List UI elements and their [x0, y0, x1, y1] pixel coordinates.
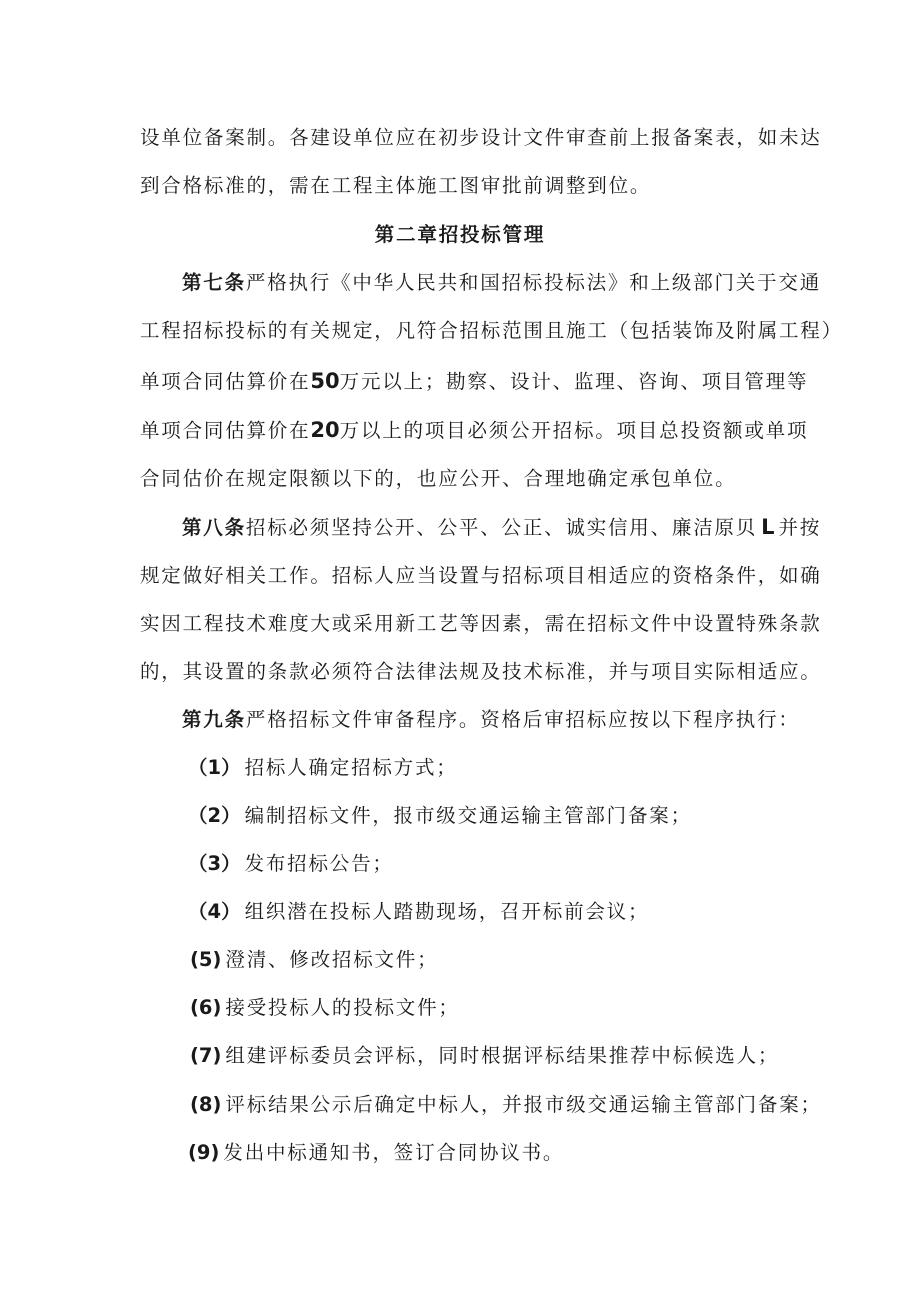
step-text: 发布招标公告； — [244, 852, 394, 875]
article-7-line — [140, 417, 809, 444]
article-9-text: 严格招标文件审备程序。资格后审招标应按以下程序执行： — [245, 708, 800, 731]
article-8-text: 招标必须坚持公开、公平、公正、诚实信用、廉洁原贝 — [245, 516, 758, 539]
article-7-line — [140, 368, 809, 395]
article-8-line: 的，其设置的条款必须符合法律法规及技术标准，并与项目实际相适应。 — [140, 660, 822, 683]
amount-number: 20 — [310, 418, 340, 442]
step-number: （3） — [188, 852, 241, 875]
article-7-label: 第七条 — [182, 271, 246, 294]
step-text: 组织潜在投标人踏勘现场，召开标前会议； — [244, 900, 650, 923]
paragraph-line: 设单位备案制。各建设单位应在初步设计文件审查前上报备案表，如未达 — [140, 126, 822, 149]
article-7-line — [182, 270, 832, 296]
article-7-text: 万元以上；勘察、设计、监理、咨询、项目管理等 — [339, 370, 809, 393]
amount-number: 50 — [310, 369, 340, 393]
step-item — [188, 755, 458, 781]
step-number: (9) — [188, 1141, 220, 1164]
step-item — [190, 1092, 822, 1118]
article-9-line — [182, 707, 832, 733]
step-text: 澄清、修改招标文件； — [225, 948, 439, 971]
step-text: 编制招标文件，报市级交通运输主管部门备案； — [244, 804, 692, 827]
step-text: 招标人确定招标方式； — [244, 756, 458, 779]
article-8-line — [182, 514, 832, 541]
article-8-label: 第八条 — [182, 516, 246, 539]
article-7-text: 严格执行《中华人民共和国招标投标法》和上级部门关于交通 — [245, 271, 822, 294]
step-item — [188, 1140, 564, 1166]
step-item — [190, 995, 460, 1021]
article-9-label: 第九条 — [182, 708, 246, 731]
step-item — [188, 803, 692, 829]
step-text: 接受投标人的投标文件； — [225, 996, 460, 1019]
step-item — [188, 899, 649, 925]
step-text: 组建评标委员会评标，同时根据评标结果推荐中标候选人； — [225, 1044, 780, 1067]
article-7-text: 万以上的项目必须公开招标。项目总投资额或单项 — [339, 419, 809, 442]
article-7-text: 单项合同估算价在 — [140, 370, 311, 393]
step-text: 发出中标通知书，签订合同协议书。 — [223, 1141, 565, 1164]
step-number: (6) — [190, 996, 222, 1019]
paragraph-line: 到合格标准的，需在工程主体施工图审批前调整到位。 — [140, 174, 652, 197]
step-item — [188, 851, 394, 877]
article-7-line: 工程招标投标的有关规定，凡符合招标范围且施工（包括装饰及附属工程） — [140, 319, 843, 342]
step-number: （4） — [188, 900, 241, 923]
article-8-line: 实因工程技术难度大或采用新工艺等因素，需在招标文件中设置特殊条款 — [140, 612, 822, 635]
step-item — [190, 1043, 779, 1069]
step-item — [190, 947, 438, 973]
step-number: （2） — [188, 804, 241, 827]
article-8-text: 并按 — [778, 516, 822, 539]
step-number: (7) — [190, 1044, 222, 1067]
step-number: (8) — [190, 1093, 222, 1116]
article-7-text: 单项合同估算价在 — [140, 419, 311, 442]
letter-l: L — [761, 515, 775, 539]
step-text: 评标结果公示后确定中标人，并报市级交通运输主管部门备案； — [225, 1093, 822, 1116]
article-8-line: 规定做好相关工作。招标人应当设置与招标项目相适应的资格条件，如确 — [140, 564, 822, 587]
step-number: （1） — [188, 756, 241, 779]
step-number: (5) — [190, 948, 222, 971]
chapter-heading: 第二章招投标管理 — [374, 223, 546, 246]
article-7-line: 合同估价在规定限额以下的，也应公开、合理地确定承包单位。 — [140, 467, 737, 490]
